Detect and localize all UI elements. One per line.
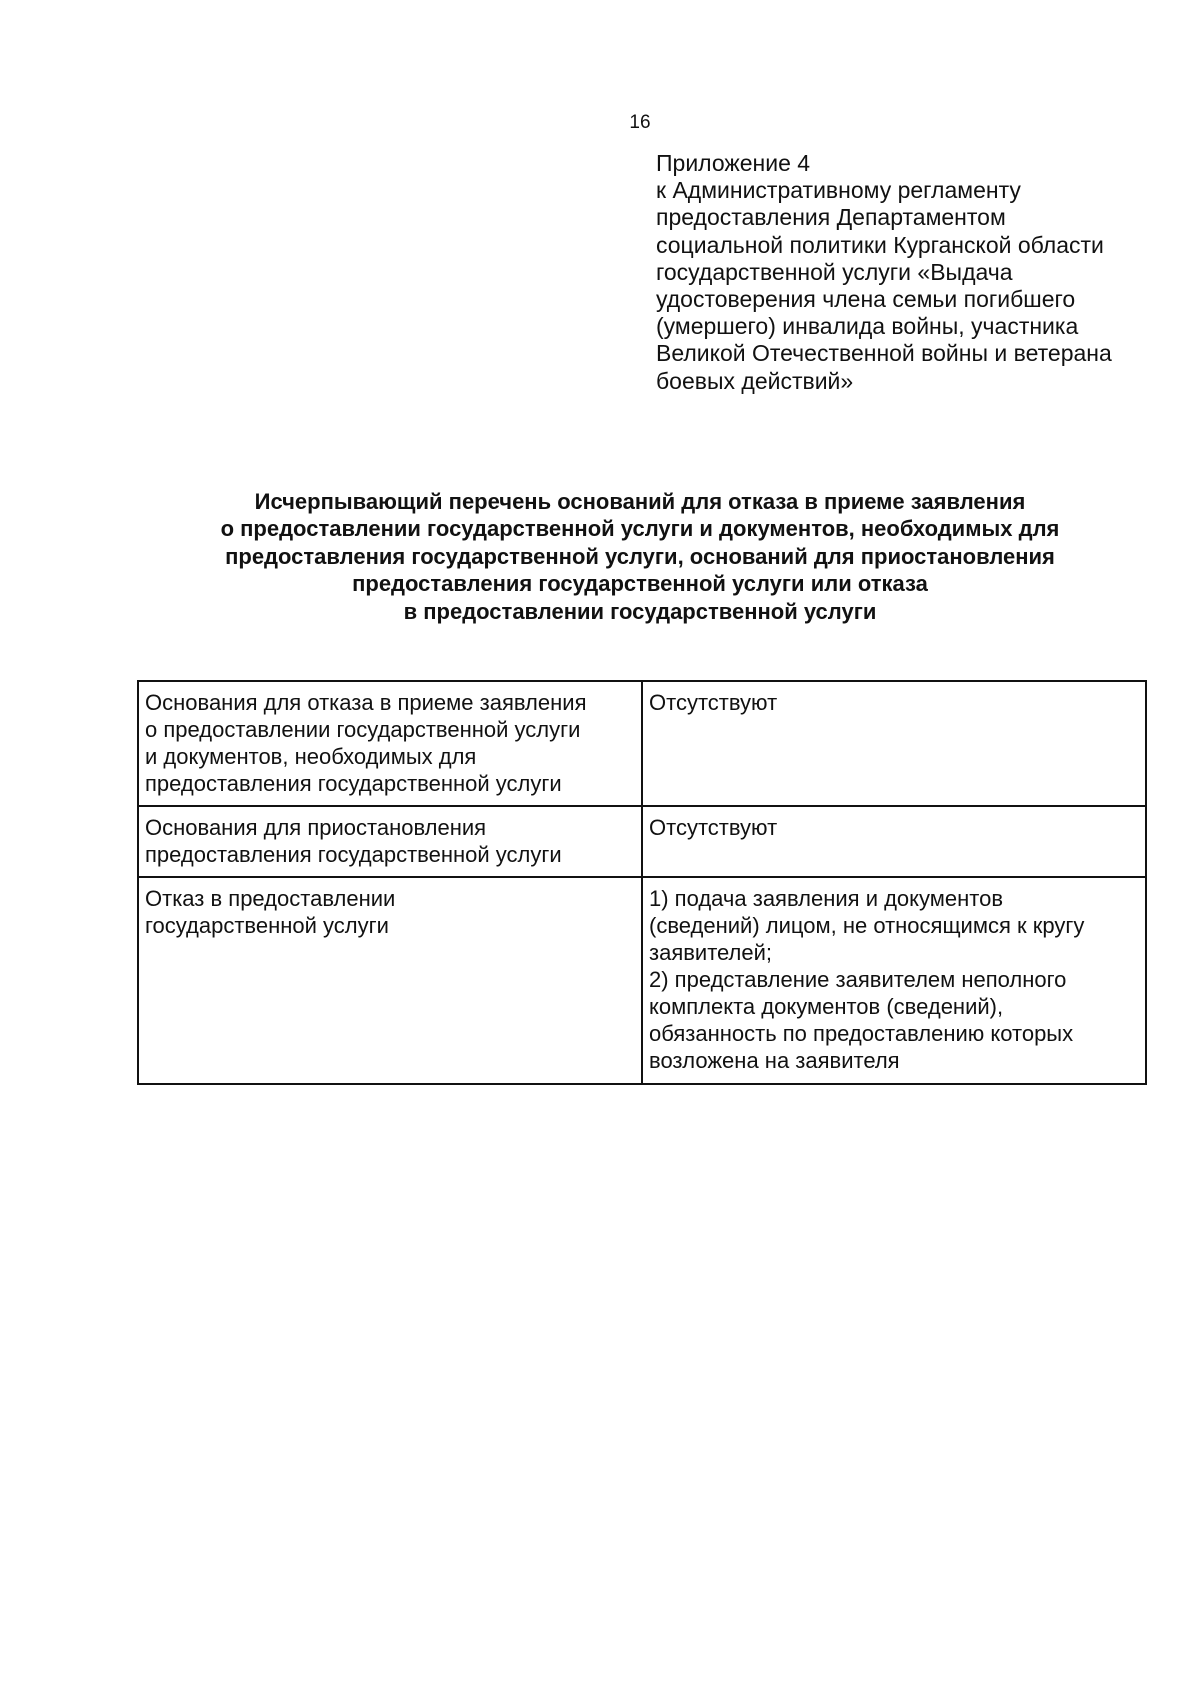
cell-line: о предоставлении государственной услуги — [145, 717, 581, 742]
appendix-line: предоставления Департаментом — [656, 204, 1006, 231]
appendix-line: Приложение 4 — [656, 150, 811, 176]
heading-line: о предоставлении государственной услуги и документов, необходимых для — [220, 516, 1060, 542]
page-number: 16 — [629, 112, 651, 133]
value-cell — [642, 877, 1146, 1084]
appendix-header — [656, 150, 1156, 395]
cell-line: 1) подача заявления и документов — [649, 886, 1004, 911]
cell-line: комплекта документов (сведений), — [649, 994, 1004, 1019]
heading-line: в предоставлении государственной услуги — [403, 598, 877, 624]
cell-line: государственной услуги — [145, 913, 389, 938]
cell-line: Отсутствуют — [649, 815, 778, 840]
appendix-line: Великой Отечественной войны и ветерана — [656, 340, 1112, 367]
table-row — [138, 681, 1146, 806]
cell-line: заявителей; — [649, 940, 773, 965]
cell-line: (сведений) лицом, не относящимся к кругу — [649, 913, 1085, 938]
cell-line: Отказ в предоставлении — [145, 886, 396, 911]
heading-line: предоставления государственной услуги, оснований для приостановления — [225, 543, 1055, 569]
ground-cell — [138, 681, 642, 806]
value-cell — [642, 681, 1146, 806]
cell-line: Основания для приостановления — [145, 815, 487, 840]
cell-line: Отсутствуют — [649, 690, 778, 715]
value-cell — [642, 806, 1146, 877]
appendix-line: боевых действий» — [656, 367, 854, 394]
appendix-line: удостоверения члена семьи погибшего — [656, 286, 1076, 313]
appendix-line: к Административному регламенту — [656, 177, 1021, 204]
cell-line: возложена на заявителя — [649, 1048, 900, 1073]
heading-line: Исчерпывающий перечень оснований для отказа в приеме заявления — [254, 489, 1026, 514]
cell-line: и документов, необходимых для — [145, 744, 477, 769]
ground-cell — [138, 806, 642, 877]
appendix-line: (умершего) инвалида войны, участника — [656, 313, 1079, 340]
grounds-table — [137, 680, 1147, 1085]
cell-line: предоставления государственной услуги — [145, 771, 562, 796]
cell-line: предоставления государственной услуги — [145, 842, 562, 867]
document-heading — [160, 488, 1120, 625]
cell-line: Основания для отказа в приеме заявления — [145, 690, 587, 715]
cell-line: обязанность по предоставлению которых — [649, 1021, 1074, 1046]
table-row — [138, 806, 1146, 877]
table-row — [138, 877, 1146, 1084]
cell-line: 2) представление заявителем неполного — [649, 967, 1067, 992]
heading-line: предоставления государственной услуги или отказа — [352, 571, 928, 597]
appendix-line: социальной политики Курганской области — [656, 231, 1104, 258]
appendix-line: государственной услуги «Выдача — [656, 258, 1013, 285]
ground-cell — [138, 877, 642, 1084]
